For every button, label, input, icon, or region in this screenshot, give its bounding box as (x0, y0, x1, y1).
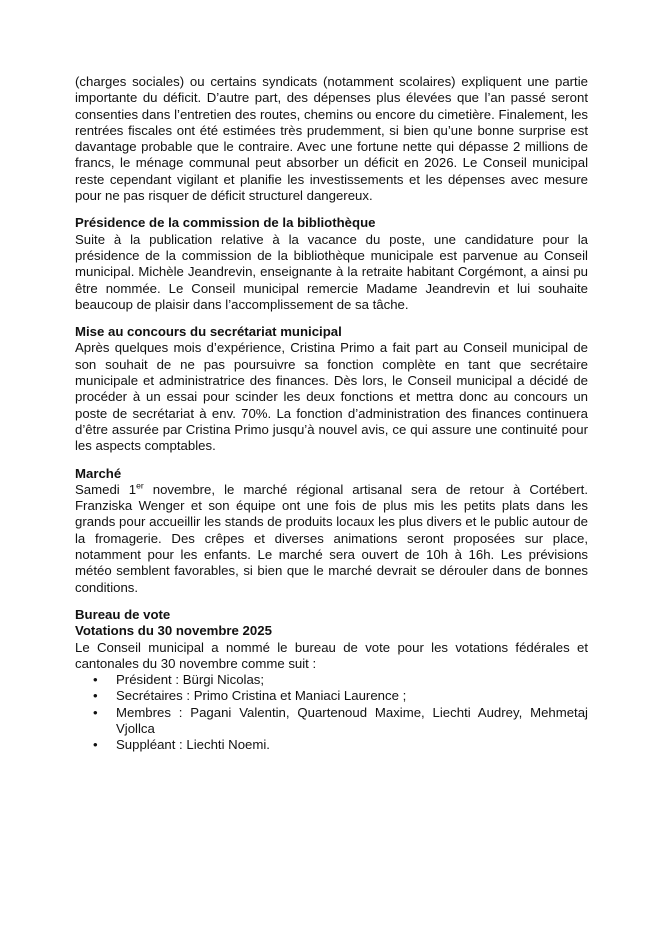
paragraph-votations-intro: Le Conseil municipal a nommé le bureau de vote pour les votations fédérales et cantonales du 30 novembre comme suit : (75, 639, 588, 671)
marche-text-rest: novembre, le marché régional artisanal sera de retour à Cortébert. Franziska Wenger et son équipe ont une fois de plus mis les petits plats dans les grands pour accueillir les stands de produits locaux les plus divers et le public autour de la fromagerie. Des crêpes et diverses animations seront proposées sur place, notamment pour les enfants. Le marché sera ouvert de 10h à 16h. Les prévisions météo semblent favorables, si bien que le marché devrait se dérouler dans de bonnes conditions. (75, 481, 588, 595)
paragraph-deficit: (charges sociales) ou certains syndicats (notamment scolaires) expliquent une partie importante du déficit. D’autre part, des dépenses plus élevées que l’an passé seront consenties dans l’entretien des routes, chemins ou encore du cimetière. Finalement, les rentrées fiscales ont été estimées très prudemment, si bien qu’une bonne surprise est davantage probable que le contraire. Avec une fortune nette qui dépasse 2 millions de francs, le ménage communal peut absorber un déficit en 2026. Le Conseil municipal reste cependant vigilant et planifie les investissements et les dépenses avec mesure pour ne pas risquer de déficit structurel dangereux. (75, 74, 588, 204)
vote-office-list (75, 672, 588, 753)
heading-secretariat: Mise au concours du secrétariat municipal (75, 324, 342, 340)
heading-bureau-de-vote: Bureau de vote (75, 606, 171, 622)
heading-marche: Marché (75, 465, 122, 481)
section-bibliotheque (75, 215, 588, 313)
ordinal-suffix: er (136, 480, 144, 491)
paragraph-bibliotheque: Suite à la publication relative à la vacance du poste, une candidature pour la présidence de la commission de la bibliothèque municipale est parvenue au Conseil municipal. Michèle Jeandrevin, enseignante à la retraite habitant Corgémont, a ainsi pu être nommée. Le Conseil municipal remercie Madame Jeandrevin et lui souhaite beaucoup de plaisir dans l’accomplissement de sa tâche. (75, 231, 588, 312)
vote-bullet-president: • Président : Bürgi Nicolas; (116, 672, 588, 688)
vote-bullet-suppleant: • Suppléant : Liechti Noemi. (116, 737, 588, 753)
section-bureau-de-vote (75, 607, 588, 754)
vote-bullet-membres: • Membres : Pagani Valentin, Quartenoud Maxime, Liechti Audrey, Mehmetaj Vjollca (116, 705, 588, 738)
paragraph-marche (75, 482, 588, 596)
section-secretariat (75, 324, 588, 454)
section-marche (75, 466, 588, 596)
paragraph-secretariat: Après quelques mois d’expérience, Cristina Primo a fait part au Conseil municipal de son souhait de ne pas poursuivre sa fonction complète en tant que secrétaire municipale et administratrice des finances. Dès lors, le Conseil municipal a décidé de procéder à un essai pour scinder les deux fonctions et mettra donc au concours un poste de secrétariat à env. 70%. La fonction d’administration des finances continuera d’être assurée par Cristina Primo jusqu’à nouvel avis, ce qui assure une continuité pour les aspects comptables. (75, 340, 588, 454)
heading-votations: Votations du 30 novembre 2025 (75, 623, 272, 639)
marche-text-start: Samedi 1 (75, 481, 137, 497)
heading-bibliotheque: Présidence de la commission de la bibliothèque (75, 215, 376, 231)
vote-bullet-secretaires: • Secrétaires : Primo Cristina et Maniaci Laurence ; (116, 688, 588, 704)
